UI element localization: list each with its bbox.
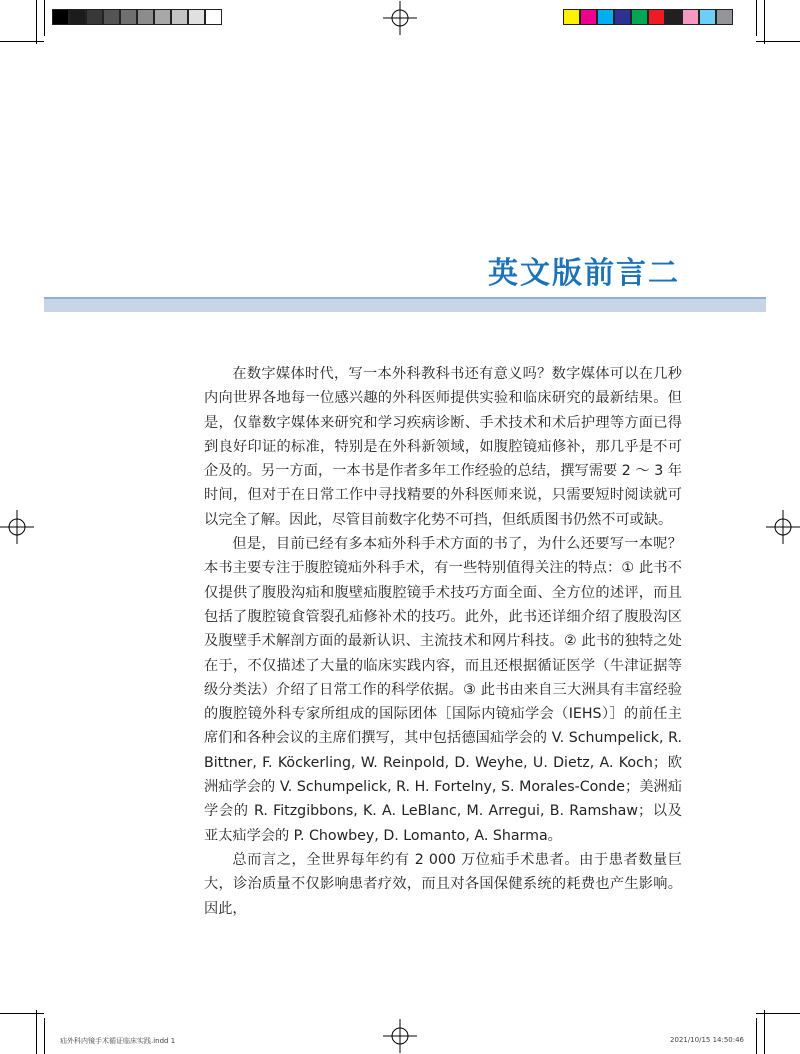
grayscale-swatch-bar bbox=[52, 9, 222, 25]
body-text bbox=[204, 362, 682, 921]
gray-swatch bbox=[120, 9, 137, 25]
gray-swatch bbox=[69, 9, 86, 25]
crop-mark-tr-h bbox=[756, 41, 800, 42]
gray-swatch bbox=[137, 9, 154, 25]
title-underline-bar bbox=[44, 298, 766, 312]
color-swatch bbox=[614, 9, 631, 25]
color-swatch bbox=[631, 9, 648, 25]
page-title: 英文版前言二 bbox=[488, 256, 680, 291]
gray-swatch bbox=[205, 9, 222, 25]
gray-swatch bbox=[171, 9, 188, 25]
paragraph: 总而言之，全世界每年约有 2 000 万位疝手术患者。由于患者数量巨大，诊治质量不仅影响患者疗效，而且对各国保健系统的耗费也产生影响。因此， bbox=[204, 851, 682, 917]
crop-mark-tl-h bbox=[0, 41, 44, 42]
registration-mark-right bbox=[766, 510, 800, 544]
gray-swatch bbox=[52, 9, 69, 25]
gray-swatch bbox=[188, 9, 205, 25]
paragraph: 在数字媒体时代，写一本外科教科书还有意义吗？数字媒体可以在几秒内向世界各地每一位感兴趣的外科医师提供实验和临床研究的最新结果。但是，仅靠数字媒体来研究和学习疾病诊断、手术技术和术后护理等方面已得到良好印证的标准，特别是在外科新领域，如腹腔镜疝修补，那几乎是不可企及的。另一方面，一本书是作者多年工作经验的总结，撰写需要 2 ～ 3 年时间，但对于在日常工作中寻找精要的外科医师来说，只需要短时阅读就可以完全了解。因此，尽管目前数字化势不可挡，但纸质图书仍然不可或缺。 bbox=[204, 366, 682, 528]
crop-mark-br-v bbox=[756, 1018, 757, 1054]
crop-mark-tl-v bbox=[44, 0, 45, 36]
registration-mark-left bbox=[0, 510, 34, 544]
gray-swatch bbox=[103, 9, 120, 25]
crop-mark-bl-v2 bbox=[36, 1010, 37, 1054]
crop-mark-bl-v bbox=[44, 1018, 45, 1054]
color-swatch bbox=[682, 9, 699, 25]
registration-mark-top bbox=[383, 1, 417, 35]
color-swatch bbox=[699, 9, 716, 25]
crop-mark-tr-v bbox=[756, 0, 757, 36]
gray-swatch bbox=[86, 9, 103, 25]
crop-mark-tl-v2 bbox=[36, 0, 37, 44]
crop-mark-tr-v2 bbox=[764, 0, 765, 44]
color-swatch bbox=[716, 9, 733, 25]
color-swatch bbox=[648, 9, 665, 25]
crop-mark-br-v2 bbox=[764, 1010, 765, 1054]
footer-timestamp: 2021/10/15 14:50:46 bbox=[670, 1036, 745, 1044]
crop-mark-bl-h bbox=[0, 1013, 44, 1014]
color-swatch bbox=[597, 9, 614, 25]
footer-file-name: 疝外科内镜手术循证临床实践.indd 1 bbox=[60, 1037, 176, 1045]
crop-mark-br-h bbox=[756, 1013, 800, 1014]
color-swatch bbox=[665, 9, 682, 25]
paragraph: 但是，目前已经有多本疝外科手术方面的书了，为什么还要写一本呢？本书主要专注于腹腔镜疝外科手术，有一些特别值得关注的特点：① 此书不仅提供了腹股沟疝和腹壁疝腹腔镜手术技巧方面全面、全方位的述评，而且包括了腹腔镜食管裂孔疝修补术的技巧。此外，此书还详细介绍了腹股沟区及腹壁手术解剖方面的最新认识、主流技术和网片科技。② 此书的独特之处在于，不仅描述了大量的临床实践内容，而且还根据循证医学（牛津证据等级分类法）介绍了日常工作的科学依据。③ 此书由来自三大洲具有丰富经验的腹腔镜外科专家所组成的国际团体［国际内镜疝学会（IEHS）］的前任主席们和各种会议的主席们撰写，其中包括德国疝学会的 V. Schumpelick, R. Bittner, F. Köckerling, W. Reinpold, D. Weyhe, U. Dietz, A. Koch；欧洲疝学会的 V. Schumpelick, R. H. Fortelny, S. Morales-Conde；美洲疝学会的 R. Fitzgibbons, K. A. LeBlanc, M. Arregui, B. Ramshaw；以及亚太疝学会的 P. Chowbey, D. Lomanto, A. Sharma。 bbox=[204, 536, 682, 844]
title-underline-rule bbox=[44, 297, 766, 299]
color-swatch bbox=[580, 9, 597, 25]
gray-swatch bbox=[154, 9, 171, 25]
registration-mark-bottom bbox=[383, 1019, 417, 1053]
color-swatch bbox=[563, 9, 580, 25]
color-swatch-bar bbox=[563, 9, 733, 25]
